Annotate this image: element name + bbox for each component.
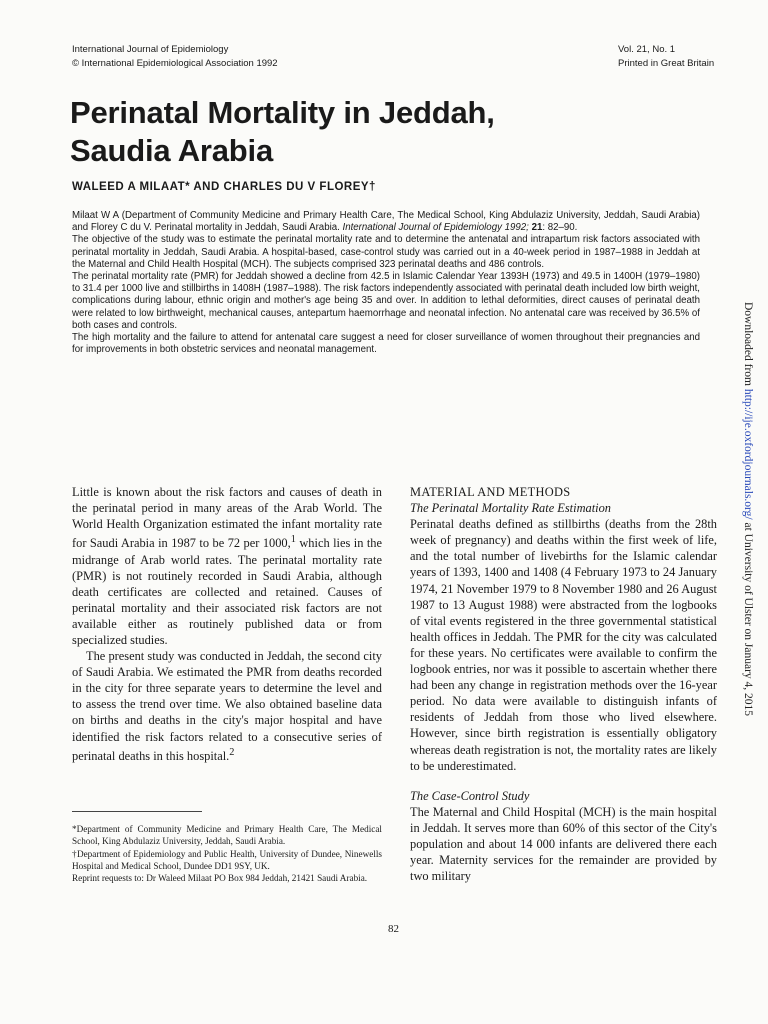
watermark-suffix: at University of Ulster on January 4, 2015 (742, 519, 754, 717)
abstract (72, 210, 700, 356)
article-title (70, 94, 630, 170)
copyright-line: © International Epidemiological Association 1992 (72, 58, 278, 69)
author-list: WALEED A MILAAT* AND CHARLES DU V FLOREY† (72, 181, 376, 193)
abstract-paragraph-1: The objective of the study was to estimate the perinatal mortality rate and to determine the antenatal and intrapartum risk factors associated with perinatal mortality in Jeddah, Saudi Arabia. A hospital-based, case-control study was carried out in a 40-week period in 1987–1988 in Jeddah at the Maternal and Child Health Hospital (MCH). The subjects comprised 323 perinatal deaths and 486 controls. (72, 234, 700, 270)
intro-text: The present study was conducted in Jeddah, the second city of Saudi Arabia. We estimated the PMR from deaths recorded in the city for three separate years to determine the level and to assess the trend over time. We also obtained baseline data on births and deaths in the city's major hospital and have identified the risk factors related to a consecutive series of perinatal deaths in this hospital. (72, 649, 382, 763)
printed-in: Printed in Great Britain (618, 58, 715, 69)
watermark-prefix: Downloaded from (742, 302, 754, 389)
download-watermark (742, 302, 754, 716)
running-header-left (72, 43, 278, 71)
volume-issue: Vol. 21, No. 1 (618, 44, 676, 55)
footnote-divider (72, 811, 202, 812)
citation-text: Milaat W A (Department of Community Medicine and Primary Health Care, The Medical School, King Abdulaziz University, Jeddah, Saudi Arabia) and Florey C du V. Perinatal mortality in Jeddah, Saudi Arabia. (72, 210, 700, 234)
journal-name: International Journal of Epidemiology (72, 44, 229, 55)
intro-paragraph-2 (72, 648, 382, 764)
footnote-affiliation-1: *Department of Community Medicine and Primary Health Care, The Medical School, King Abdulaziz University, Jeddah, Saudi Arabia. (72, 824, 382, 847)
reference-marker: 2 (229, 746, 235, 758)
intro-text: which lies in the midrange of Arab world rates. The perinatal mortality rate (PMR) is not routinely recorded in Saudi Arabia, although death certificates are collected and retained. Causes of perinatal mortality and their associated risk factors are not available either as routinely published data or from specialized studies. (72, 536, 383, 647)
footnotes (72, 823, 382, 884)
footnote-reprint: Reprint requests to: Dr Waleed Milaat PO Box 984 Jeddah, 21421 Saudi Arabia. (72, 873, 368, 884)
subsection-heading: The Perinatal Mortality Rate Estimation (410, 501, 611, 516)
abstract-citation (72, 210, 700, 234)
title-line-1: Perinatal Mortality in Jeddah, (70, 95, 495, 130)
citation-year: 1992; (501, 222, 532, 234)
abstract-paragraph-3: The high mortality and the failure to attend for antenatal care suggest a need for closer surveillance of women throughout their pregnancies and for improvements in both obstetric services and neonatal management. (72, 332, 700, 356)
reference-marker: 1 (290, 534, 296, 546)
methods-paragraph-2: The Maternal and Child Hospital (MCH) is the main hospital in Jeddah. It serves more than 60% of this sector of the City's population and about 14 000 infants are delivered there each year. Maternity services for the remainder are provided by two military (410, 804, 717, 884)
running-header-right (618, 43, 714, 71)
methods-paragraph-1: Perinatal deaths defined as stillbirths (deaths from the 28th week of pregnancy) and deaths within the first week of life, and the total number of livebirths for the Islamic calendar years of 1393, 1400 and 1408 (4 February 1973 to 24 January 1974, 21 November 1979 to 8 November 1980 and 26 August 1987 to 13 August 1988) were abstracted from the logbooks of vital events registered in the three governmental statistical health offices in Jeddah. The PMR for the city was calculated for these years. No certificates were available to confirm the logbook entries, nor was it possible to ascertain whether there had been any change in registration methods over the 16-year period. No data were available to distinguish infants of residents of Jeddah from those who lived elsewhere. However, since birth registration is essentially obligatory whereas death registration is not, the mortality rates are likely to be underestimated. (410, 517, 717, 773)
page-number: 82 (388, 923, 399, 935)
citation-volume: 21 (531, 222, 543, 234)
journal-link[interactable]: http://ije.oxfordjournals.org/ (742, 388, 754, 520)
citation-pages: : 82–90. (542, 222, 578, 234)
subsection-heading: The Case-Control Study (410, 788, 530, 803)
footnote-affiliation-2: †Department of Epidemiology and Public Health, University of Dundee, Ninewells Hospital and Medical School, Dundee DD1 9SY, UK. (72, 848, 382, 871)
intro-text: Little is known about the risk factors and causes of death in the perinatal period in many areas of the Arab World. The World Health Organization estimated the infant mortality rate for Saudi Arabia in 1987 to be 72 per 1000, (72, 485, 382, 551)
body-column-left (72, 484, 382, 764)
citation-journal: International Journal of Epidemiology (342, 222, 502, 234)
abstract-paragraph-2: The perinatal mortality rate (PMR) for Jeddah showed a decline from 42.5 in Islamic Calendar Year 1393H (1973) and 49.5 in 1400H (1979–1980) to 31.4 per 1000 live and stillbirths in 1408H (1987–1988). The risk factors independently associated with perinatal death included low birth weight, complications during labour, ethnic origin and mother's age being 35 and over. In addition to lethal deformities, direct causes of perinatal death were related to low birthweight, mechanical causes, antepartum haemorrhage and neonatal infection. No antenatal care was received by 36.5% of both cases and controls. (72, 271, 700, 331)
body-column-right (410, 484, 717, 884)
intro-paragraph-1 (72, 484, 382, 648)
title-line-2: Saudia Arabia (70, 133, 273, 168)
section-heading: MATERIAL AND METHODS (410, 485, 571, 499)
